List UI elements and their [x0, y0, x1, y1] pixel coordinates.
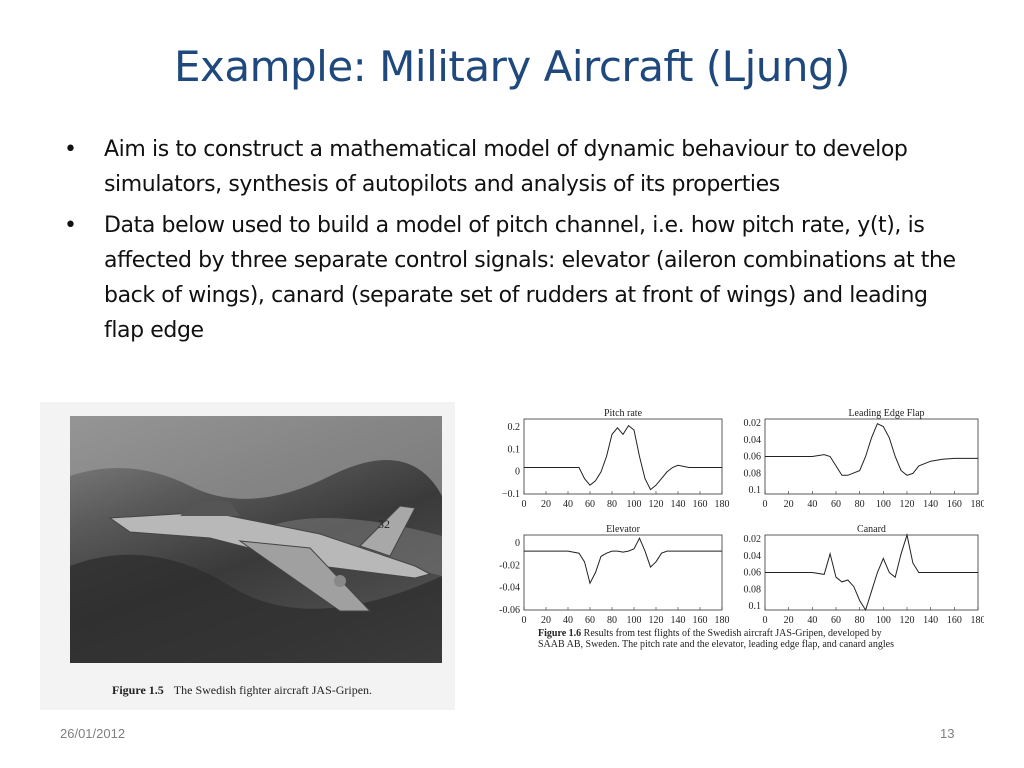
x-tick-label: 0	[521, 499, 527, 510]
x-tick-label: 20	[783, 615, 794, 626]
x-tick-label: 40	[807, 499, 818, 510]
y-tick-label: -0.04	[499, 582, 520, 594]
y-tick-label: 0.08	[743, 584, 761, 596]
x-tick-label: 20	[783, 499, 794, 510]
page-number: 13	[940, 726, 955, 741]
x-tick-label: 40	[563, 615, 573, 626]
bullet-text: Aim is to construct a mathematical model of dynamic behaviour to develop simulators, synthesis of autopilots and analysis of its properties	[104, 137, 908, 197]
y-tick-label: 0.1	[748, 601, 761, 612]
x-tick-label: 0	[762, 615, 768, 626]
x-tick-label: 160	[692, 499, 708, 510]
y-tick-label: 0.08	[743, 468, 761, 480]
plots-figure-label: Figure 1.6	[538, 628, 582, 639]
x-tick-label: 160	[692, 615, 708, 626]
x-tick-label: 20	[541, 615, 551, 626]
x-tick-label: 100	[875, 499, 891, 510]
figure-caption-text: The Swedish fighter aircraft JAS-Gripen.	[173, 683, 373, 697]
x-tick-label: 80	[854, 615, 865, 626]
y-tick-label: 0.1	[507, 444, 520, 456]
x-tick-label: 80	[607, 499, 617, 510]
tail-number: 32	[378, 517, 390, 531]
bullet-item	[62, 208, 962, 348]
y-tick-label: 0.2	[507, 422, 520, 433]
series-line	[524, 426, 722, 490]
x-tick-label: 0	[762, 499, 768, 510]
y-tick-label: 0	[515, 538, 520, 549]
series-line	[765, 535, 978, 610]
x-tick-label: 100	[626, 615, 642, 626]
slide-title: Example: Military Aircraft (Ljung)	[173, 42, 851, 91]
x-tick-label: 140	[670, 615, 686, 626]
x-tick-label: 120	[648, 499, 664, 510]
x-tick-label: 120	[899, 499, 915, 510]
x-tick-label: 180	[714, 615, 730, 626]
plot-title: Leading Edge Flap	[848, 408, 925, 419]
aircraft-photo	[70, 416, 442, 663]
x-tick-label: 60	[831, 499, 841, 510]
x-tick-label: 60	[585, 615, 595, 626]
x-tick-label: 140	[670, 499, 686, 510]
plot-title: Elevator	[606, 524, 640, 535]
y-tick-label: 0.04	[743, 550, 761, 562]
y-tick-label: 0.02	[743, 534, 761, 545]
footer-date: 26/01/2012	[60, 726, 126, 741]
bullet-text: Data below used to build a model of pitch channel, i.e. how pitch rate, y(t), is affected by three separate control signals: elevator (aileron combinations at the back of wings), canard (separate set of rudders at front of wings) and leading flap edge	[104, 213, 956, 343]
y-tick-label: -0.02	[499, 560, 520, 572]
x-tick-label: 40	[807, 615, 818, 626]
x-tick-label: 120	[648, 615, 664, 626]
x-tick-label: 0	[521, 615, 527, 626]
plots-caption-line2: SAAB AB, Sweden. The pitch rate and the elevator, leading edge flap, and canard angles	[538, 639, 894, 650]
x-tick-label: 40	[563, 499, 573, 510]
y-tick-label: 0	[515, 466, 520, 478]
figure-caption	[112, 683, 372, 698]
flight-data-plots	[488, 403, 984, 649]
bullet-dot-icon: •	[64, 137, 77, 162]
plots-svg	[488, 403, 984, 649]
plot-frame	[524, 535, 722, 610]
x-tick-label: 120	[899, 615, 915, 626]
x-tick-label: 160	[946, 499, 962, 510]
y-tick-label: −0.1	[501, 489, 520, 500]
x-tick-label: 140	[923, 615, 939, 626]
x-tick-label: 160	[946, 615, 962, 626]
series-line	[765, 424, 978, 476]
x-tick-label: 80	[607, 615, 617, 626]
plots-caption-line1: Results from test flights of the Swedish aircraft JAS-Gripen, developed by	[583, 628, 882, 639]
y-tick-label: 0.06	[743, 567, 761, 579]
x-tick-label: 60	[585, 499, 595, 510]
x-tick-label: 80	[854, 499, 865, 510]
y-tick-label: -0.06	[499, 605, 520, 616]
figure-label: Figure 1.5	[112, 683, 164, 697]
series-line	[524, 538, 722, 583]
bullet-dot-icon: •	[64, 213, 77, 238]
plots-caption	[538, 628, 968, 650]
x-tick-label: 180	[970, 615, 984, 626]
plot-title: Pitch rate	[603, 408, 643, 419]
plot-frame	[524, 419, 722, 494]
x-tick-label: 100	[875, 615, 891, 626]
x-tick-label: 60	[831, 615, 841, 626]
y-tick-label: 0.02	[743, 418, 761, 429]
aircraft-figure	[40, 402, 455, 710]
y-tick-label: 0.04	[743, 434, 761, 446]
x-tick-label: 180	[714, 499, 730, 510]
x-tick-label: 20	[541, 499, 551, 510]
plot-title: Canard	[857, 524, 886, 535]
bullet-list	[62, 132, 962, 354]
x-tick-label: 180	[970, 499, 984, 510]
y-tick-label: 0.06	[743, 451, 761, 463]
bullet-item	[62, 132, 962, 202]
x-tick-label: 140	[923, 499, 939, 510]
y-tick-label: 0.1	[748, 485, 761, 496]
x-tick-label: 100	[626, 499, 642, 510]
